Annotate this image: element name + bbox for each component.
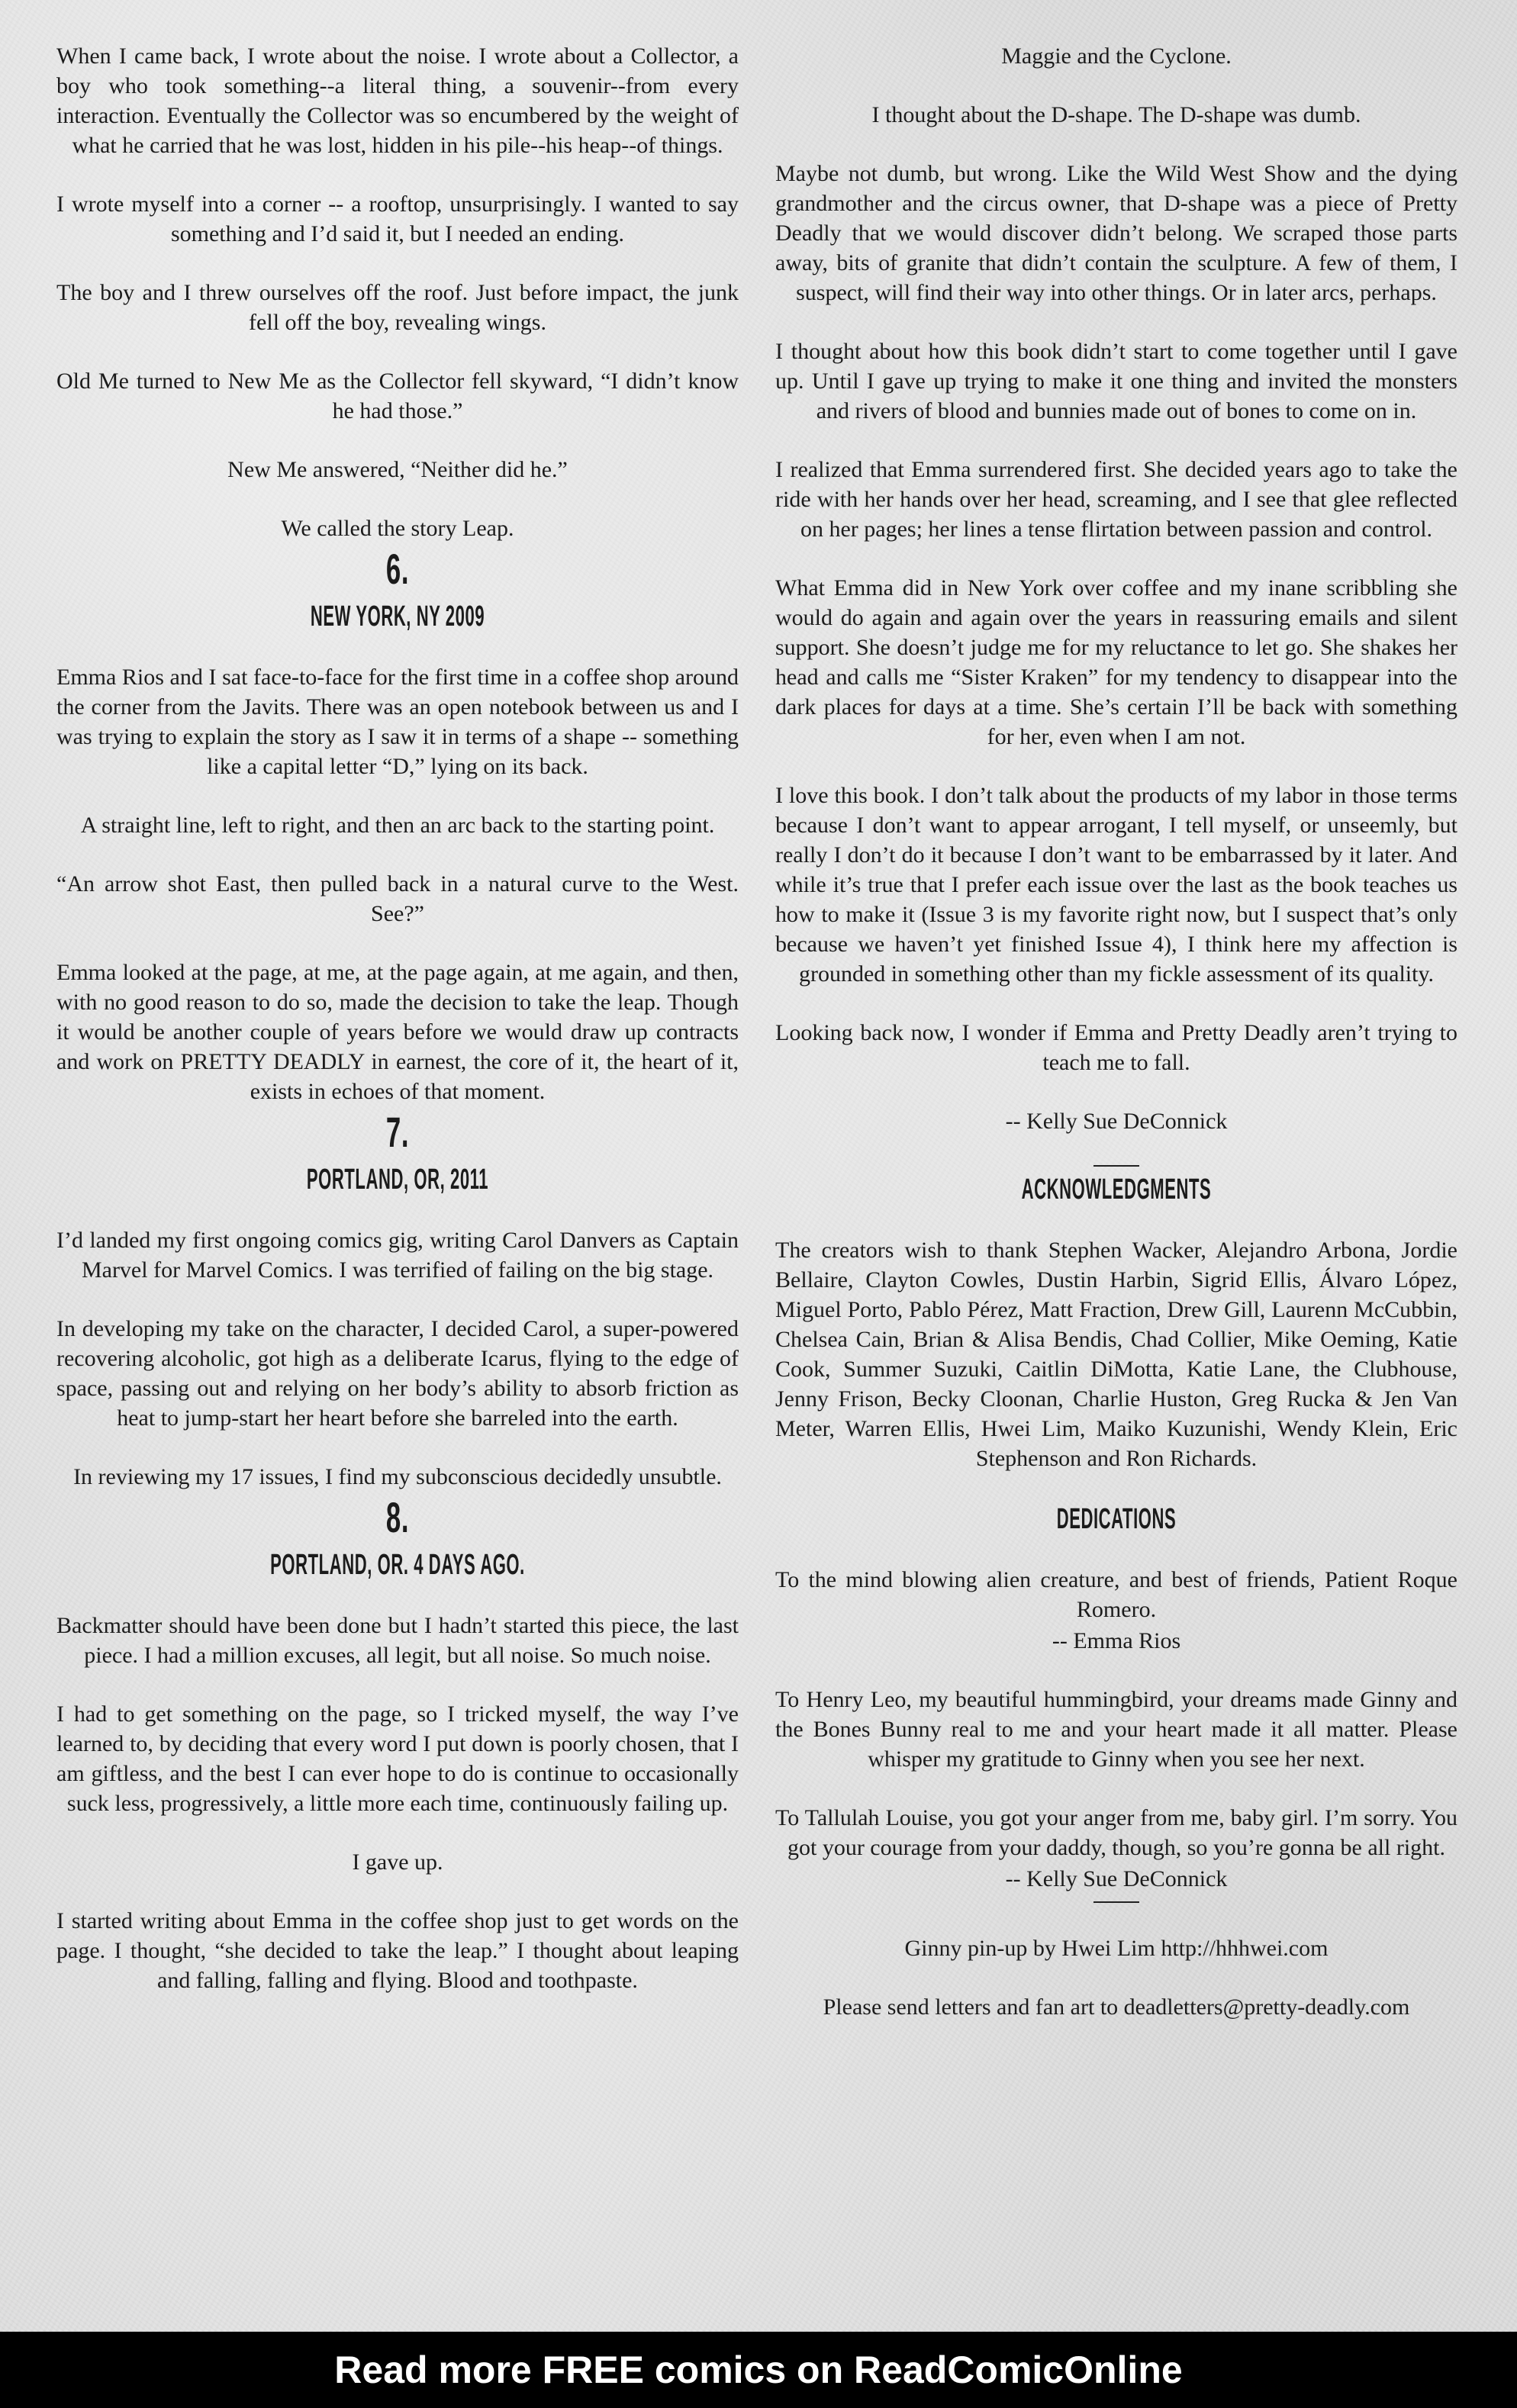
- section-8-number: 8.: [385, 1493, 410, 1541]
- left-column: [56, 41, 739, 2024]
- section-8-title: PORTLAND, OR. 4 DAYS AGO.: [270, 1549, 525, 1581]
- essay-paragraph: I realized that Emma surrendered first. She decided years ago to take the ride with her hands over her head, screaming, and I see that glee reflected on her pages; her lines a tense flirtation between passion and control.: [775, 457, 1457, 542]
- essay-paragraph: Maybe not dumb, but wrong. Like the Wild West Show and the dying grandmother and the circus owner, that D-shape was a piece of Pretty Deadly that we would discover didn’t belong. We scraped those parts away, bits of granite that didn’t contain the sculpture. A few of them, I suspect, will find their way into other things. Or in later arcs, perhaps.: [775, 161, 1457, 305]
- section-6-paragraph: Emma looked at the page, at me, at the page again, at me again, and then, with no good reason to do so, made the decision to take the leap. Though it would be another couple of years before we would draw up contracts and work on PRETTY DEADLY in earnest, the core of it, the heart of it, exists in echoes of that moment.: [56, 960, 739, 1104]
- section-divider: [1093, 1901, 1139, 1903]
- dedication-emma: To the mind blowing alien creature, and best of friends, Patient Roque Romero.: [775, 1567, 1457, 1622]
- intro-paragraph: I wrote myself into a corner -- a rooftop, unsurprisingly. I wanted to say something and I’d said it, but I needed an ending.: [56, 192, 739, 246]
- section-8-paragraph: I had to get something on the page, so I tricked myself, the way I’ve learned to, by deciding that every word I put down is poorly chosen, that I am giftless, and the best I can ever hope to do is continue to occasionally suck less, progressively, a little more each time, continuously failing up.: [56, 1701, 739, 1816]
- section-6-paragraph: Emma Rios and I sat face-to-face for the first time in a coffee shop around the corner from the Javits. There was an open notebook between us and I was trying to explain the story as I saw it in terms of a shape -- something like a capital letter “D,” lying on its back.: [56, 665, 739, 779]
- section-8-paragraph: Backmatter should have been done but I hadn’t started this piece, the last piece. I had a million excuses, all legit, but all noise. So much noise.: [56, 1613, 739, 1668]
- essay-paragraph: What Emma did in New York over coffee and my inane scribbling she would do again and again over the years in reassuring emails and silent support. She doesn’t judge me for my reluctance to let go. She shakes her head and calls me “Sister Kraken” for my tendency to disappear into the dark places for days at a time. She’s certain I’ll be back with something for her, even when I am not.: [775, 575, 1457, 749]
- intro-paragraph: New Me answered, “Neither did he.”: [227, 457, 568, 482]
- letters-address: Please send letters and fan art to deadletters@pretty-deadly.com: [823, 1994, 1410, 2020]
- dedication-tallulah-signature: -- Kelly Sue DeConnick: [1005, 1866, 1228, 1891]
- section-6-paragraph: “An arrow shot East, then pulled back in a natural curve to the West. See?”: [56, 871, 739, 926]
- section-7-number: 7.: [385, 1108, 410, 1156]
- section-6-title: NEW YORK, NY 2009: [310, 600, 485, 633]
- dedications-title: DEDICATIONS: [1056, 1503, 1177, 1535]
- essay-paragraph: Looking back now, I wonder if Emma and Pretty Deadly aren’t trying to teach me to fall.: [775, 1020, 1457, 1075]
- dedication-tallulah: To Tallulah Louise, you got your anger from me, baby girl. I’m sorry. You got your courage from your daddy, though, so you’re gonna be all right.: [775, 1805, 1457, 1860]
- intro-paragraph: When I came back, I wrote about the noise. I wrote about a Collector, a boy who took something--a literal thing, a souvenir--from every interaction. Eventually the Collector was so encumbered by the weight of what he carried that he was lost, hidden in his pile--his heap--of things.: [56, 43, 739, 158]
- essay-paragraph: I thought about how this book didn’t start to come together until I gave up. Until I gave up trying to make it one thing and invited the monsters and rivers of blood and bunnies made out of bones to come on in.: [775, 339, 1457, 423]
- section-8-paragraph: I started writing about Emma in the coffee shop just to get words on the page. I thought, “she decided to take the leap.” I thought about leaping and falling, falling and flying. Blood and toothpaste.: [56, 1908, 739, 1993]
- intro-paragraph: The boy and I threw ourselves off the roof. Just before impact, the junk fell off the boy, revealing wings.: [56, 280, 739, 335]
- essay-paragraph: I love this book. I don’t talk about the products of my labor in those terms because I don’t want to appear arrogant, I tell myself, or unseemly, but really I don’t do it because I don’t want to be embarrassed by it later. And while it’s true that I prefer each issue over the last as the book teaches us how to make it (Issue 3 is my favorite right now, but I suspect that’s only because we haven’t yet finished Issue 4), I think here my affection is grounded in something other than my fickle assessment of its quality.: [775, 783, 1457, 987]
- intro-paragraph: Old Me turned to New Me as the Collector fell skyward, “I didn’t know he had those.”: [56, 369, 739, 423]
- promo-banner-text[interactable]: Read more FREE comics on ReadComicOnline: [334, 2348, 1183, 2391]
- intro-paragraph: We called the story Leap.: [281, 516, 514, 541]
- acknowledgments-text: The creators wish to thank Stephen Wacker, Alejandro Arbona, Jordie Bellaire, Clayton Cowles, Dustin Harbin, Sigrid Ellis, Álvaro López, Miguel Porto, Pablo Pérez, Matt Fraction, Drew Gill, Laurenn McCubbin, Chelsea Cain, Brian & Alisa Bendis, Chad Collier, Mike Oeming, Katie Cook, Summer Suzuki, Caitlin DiMotta, Katie Lane, the Clubhouse, Jenny Frison, Becky Cloonan, Charlie Huston, Greg Rucka & Jen Van Meter, Warren Ellis, Hwei Lim, Maiko Kuzunishi, Wendy Klein, Eric Stephenson and Ron Richards.: [775, 1238, 1457, 1471]
- section-7-paragraph: In reviewing my 17 issues, I find my subconscious decidedly unsubtle.: [73, 1464, 722, 1489]
- acknowledgments-title: ACKNOWLEDGMENTS: [1021, 1173, 1212, 1206]
- section-8-paragraph: I gave up.: [352, 1849, 443, 1875]
- essay-paragraph: Maggie and the Cyclone.: [1001, 43, 1232, 69]
- promo-banner[interactable]: [0, 2332, 1517, 2408]
- section-6-number: 6.: [385, 545, 410, 593]
- section-divider: [1093, 1165, 1139, 1167]
- pinup-credit: Ginny pin-up by Hwei Lim http://hhhwei.com: [904, 1936, 1329, 1961]
- dedication-emma-signature: -- Emma Rios: [1052, 1628, 1181, 1653]
- section-6-paragraph: A straight line, left to right, and then an arc back to the starting point.: [80, 813, 715, 838]
- section-7-paragraph: In developing my take on the character, I decided Carol, a super-powered recovering alcoholic, got high as a deliberate Icarus, flying to the edge of space, passing out and relying on her body’s ability to absorb friction as heat to jump-start her heart before she barreled into the earth.: [56, 1316, 739, 1431]
- section-7-title: PORTLAND, OR, 2011: [306, 1164, 489, 1196]
- section-7-paragraph: I’d landed my first ongoing comics gig, writing Carol Danvers as Captain Marvel for Marvel Comics. I was terrified of failing on the big stage.: [56, 1228, 739, 1283]
- essay-paragraph: I thought about the D-shape. The D-shape was dumb.: [871, 102, 1361, 127]
- right-column: [775, 41, 1457, 2051]
- author-signoff: -- Kelly Sue DeConnick: [1005, 1109, 1228, 1134]
- dedication-henry: To Henry Leo, my beautiful hummingbird, your dreams made Ginny and the Bones Bunny real to me and your heart made it all matter. Please whisper my gratitude to Ginny when you see her next.: [775, 1687, 1457, 1772]
